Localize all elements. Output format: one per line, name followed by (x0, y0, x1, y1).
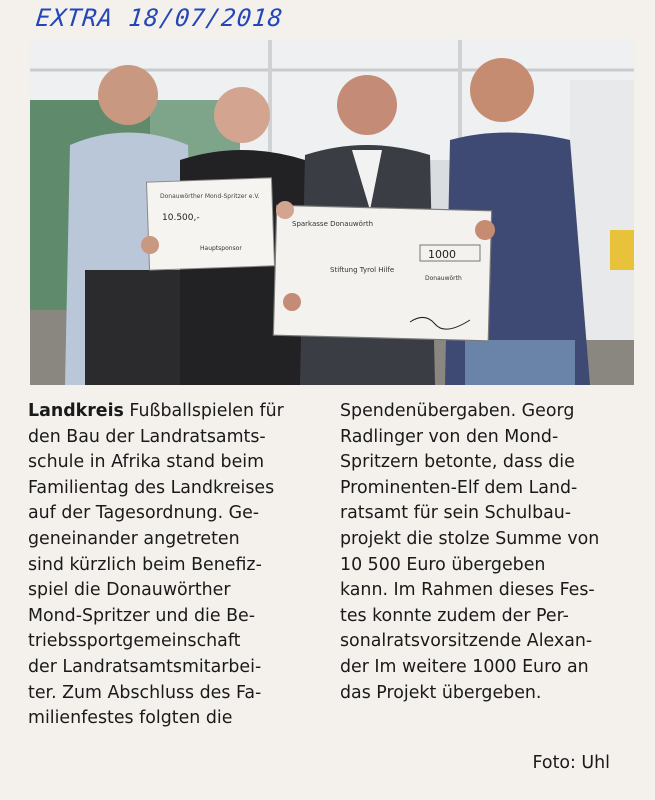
article-line-text: der Landratsamtsmitarbei- (28, 656, 262, 677)
article-line-text: milienfestes folgten die (28, 708, 233, 729)
check-left-amount: 10.500,- (162, 213, 200, 223)
article-line: projekt die stolze Summe von (340, 528, 600, 549)
article-line-text: Familientag des Landkreises (28, 477, 275, 498)
article-line (28, 706, 314, 732)
check-right-amount: 1000 (428, 248, 456, 261)
photo-credit: Foto: Uhl (532, 753, 610, 773)
news-photo (30, 40, 634, 385)
article-line (28, 476, 314, 502)
article-line (28, 450, 314, 476)
article-line-text: Mond-Spritzer und die Be- (28, 605, 255, 626)
article-line (28, 655, 314, 681)
article-line: der Im weitere 1000 Euro an (340, 656, 589, 677)
article-line (28, 578, 314, 604)
article-line: Prominenten-Elf dem Land- (340, 477, 578, 498)
article-column-right (340, 399, 626, 706)
article-column-left (28, 399, 314, 732)
article-line: tes konnte zudem der Per- (340, 605, 569, 626)
article-line: kann. Im Rahmen dieses Fes- (340, 580, 595, 601)
article-line: ratsamt für sein Schulbau- (340, 503, 572, 524)
article-line (28, 604, 314, 630)
date-stamp: EXTRA 18/07/2018 (34, 4, 285, 32)
article-line-text: sind kürzlich beim Benefiz- (28, 554, 262, 575)
article-line-text: geneinander angetreten (28, 528, 240, 549)
donation-check-right (273, 205, 491, 341)
article-line-text: schule in Afrika stand beim (28, 452, 265, 473)
check-right-place: Donauwörth (425, 275, 462, 282)
check-left-header: Donauwörther Mond-Spritzer e.V. (160, 193, 260, 200)
article-line: das Projekt übergeben. (340, 682, 542, 703)
article-line: sonalratsvorsitzende Alexan- (340, 631, 593, 652)
article-dateline: Landkreis (28, 401, 124, 421)
check-left-label: Hauptsponsor (200, 245, 242, 252)
check-right-header: Sparkasse Donauwörth (292, 220, 374, 228)
article-line: Radlinger von den Mond- (340, 426, 559, 447)
article-body (28, 395, 628, 795)
article-line-text: auf der Tagesordnung. Ge- (28, 503, 260, 524)
article-line-text: ter. Zum Abschluss des Fa- (28, 682, 262, 703)
article-line: Spendenübergaben. Georg (340, 401, 575, 421)
article-line (28, 399, 314, 425)
article-line-text: Fußballspielen für (123, 401, 284, 421)
check-right-note: Stiftung Tyrol Hilfe (330, 266, 395, 274)
article-line: 10 500 Euro übergeben (340, 554, 546, 575)
donation-check-left (147, 178, 275, 270)
article-line-text: triebssportgemeinschaft (28, 631, 241, 652)
article-line (28, 629, 314, 655)
article-line (28, 425, 314, 451)
article-line (28, 681, 314, 707)
article-line (28, 553, 314, 579)
article-line: Spritzern betonte, dass die (340, 452, 575, 473)
article-line-text: den Bau der Landratsamts- (28, 426, 266, 447)
article-line (28, 527, 314, 553)
article-line-text: spiel die Donauwörther (28, 580, 231, 601)
article-line (28, 501, 314, 527)
